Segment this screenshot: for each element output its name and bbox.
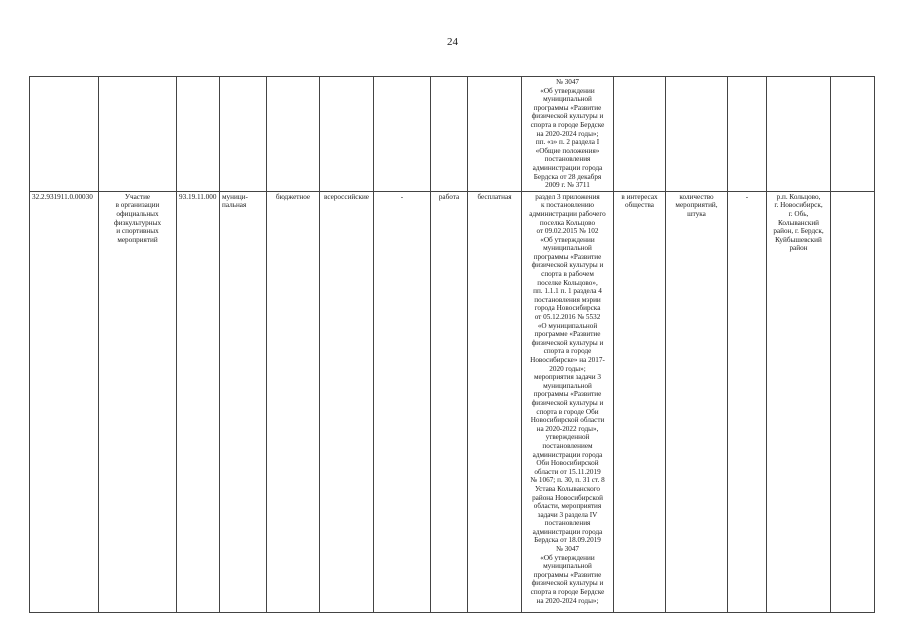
cell-registry-number [30, 77, 99, 192]
cell-consumers: в интересах общества [614, 191, 666, 612]
cell-payment: бесплатная [468, 191, 522, 612]
cell-volume-indicator: количество мероприятий, штука [666, 191, 728, 612]
table-row [30, 191, 875, 612]
cell-territory [767, 77, 831, 192]
cell-legal-basis: № 3047 «Об утверждении муниципальной программы «Развитие физической культуры и спорта в городе Бердске на 2020-2024 годы»; пп. «з» п. 2 раздела I «Общие положения» постановления администрации города Бердска от 28 декабря 2009 г. № 3711 [522, 77, 614, 192]
cell-service-name [99, 77, 177, 192]
cell-service-name: Участие в организации официальных физкультурных и спортивных мероприятий [99, 191, 177, 612]
cell-volume-indicator [666, 77, 728, 192]
cell-registry-number: 32.2.931911.0.00030 [30, 191, 99, 612]
cell-okved-code: 93.19.11.000 [177, 191, 220, 612]
cell-okved-code [177, 77, 220, 192]
cell-level: муници- пальная [220, 191, 267, 612]
cell-kind: работа [431, 191, 468, 612]
cell-payment [468, 77, 522, 192]
cell-event-scale: всероссийские [320, 191, 374, 612]
cell-territory: р.п. Кольцово, г. Новосибирск, г. Обь, Колыванский район, г. Бердск, Куйбышевский район [767, 191, 831, 612]
cell-event-scale [320, 77, 374, 192]
cell-kind [431, 77, 468, 192]
cell-institution-type [267, 77, 320, 192]
table-row [30, 77, 875, 192]
cell-legal-basis: раздел 3 приложения к постановлению администрации рабочего поселка Кольцово от 09.02.2015 № 102 «Об утверждении муниципальной программы «Развитие физической культуры и спорта в рабочем поселке Кольцово», пп. 1.1.1 п. 1 раздела 4 постановления мэрии города Новосибирска от 05.12.2016 № 5532 «О муниципальной программе «Развитие физической культуры и спорта в городе Новосибирске» на 2017- 2020 годы»; мероприятия задачи 3 муниципальной программы «Развитие физической культуры и спорта в городе Оби Новосибирской области на 2020-2022 годы», утвержденной постановлением администрации города Оби Новосибирской области от 15.11.2019 № 1067; п. 30, п. 31 ст. 8 Устава Колыванского района Новосибирской области, мероприятия задачи 3 раздела IV постановления администрации города Бердска от 18.09.2019 № 3047 «Об утверждении муниципальной программы «Развитие физической культуры и спорта в городе Бердске на 2020-2024 годы»; [522, 191, 614, 612]
cell-dash [374, 77, 431, 192]
cell-extra [831, 191, 875, 612]
cell-level [220, 77, 267, 192]
cell-consumers [614, 77, 666, 192]
registry-table [29, 76, 875, 613]
cell-quality-indicator [728, 77, 767, 192]
cell-quality-indicator: - [728, 191, 767, 612]
cell-institution-type: бюджетное [267, 191, 320, 612]
page-number: 24 [447, 36, 458, 48]
cell-extra [831, 77, 875, 192]
cell-dash: - [374, 191, 431, 612]
